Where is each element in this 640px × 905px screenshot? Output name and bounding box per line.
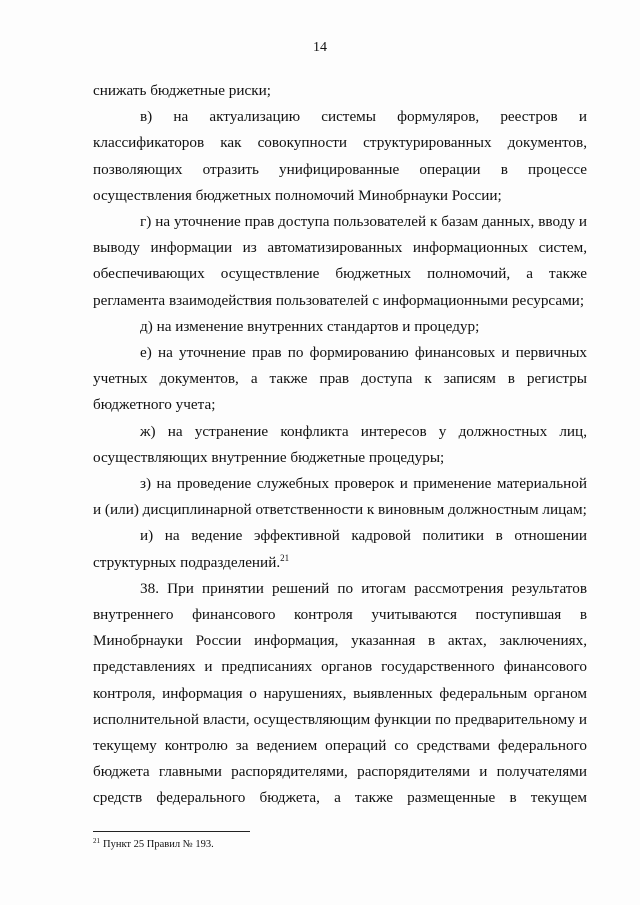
paragraph-continuation: снижать бюджетные риски; [93, 82, 271, 99]
body-text [93, 78, 587, 812]
paragraph-item-d: д) на изменение внутренних стандартов и процедур; [140, 317, 480, 335]
footnote-number: 21 [93, 836, 100, 845]
paragraph-item-g: г) на уточнение прав доступа пользователей к базам данных, вводу и выводу информации из автоматизированных информационных систем, обеспечивающих осуществление бюджетных полномочий, а также регламента взаимодействия пользователей с информационными ресурсами; [93, 213, 587, 309]
paragraph-item-i-text: и) на ведение эффективной кадровой политики в отношении структурных подразделений. [93, 527, 587, 571]
footnote-reference[interactable]: 21 [280, 552, 290, 563]
paragraph-item-zh: ж) на устранение конфликта интересов у должностных лиц, осуществляющих внутренние бюджетные процедуры; [93, 422, 587, 466]
footnote-divider [93, 831, 250, 832]
paragraph-38: 38. При принятии решений по итогам рассмотрения результатов внутреннего финансового контроля учитываются поступившая в Минобрнауки России информация, указанная в актах, заключениях, представлениях и предписаниях органов государственного финансового контроля, информация о нарушениях, выявленных федеральным органом исполнительной власти, осуществляющим функции по предварительному и текущему контролю за ведением операций со средствами федерального бюджета главными распорядителями, распорядителями и получателями средств федерального бюджета, а также размещенные в текущем [93, 579, 587, 807]
page-number: 14 [313, 40, 327, 55]
paragraph-item-v: в) на актуализацию системы формуляров, реестров и классификаторов как совокупности структурированных документов, позволяющих отразить унифицированные операции в процессе осуществления бюджетных полномочий Минобрнауки России; [93, 108, 587, 204]
footnote [93, 838, 214, 852]
paragraph-item-i [93, 523, 587, 575]
paragraph-item-z: з) на проведение служебных проверок и применение материальной и (или) дисциплинарной ответственности к виновным должностным лицам; [93, 475, 587, 519]
paragraph-item-e: е) на уточнение прав по формированию финансовых и первичных учетных документов, а также прав доступа к записям в регистры бюджетного учета; [93, 344, 587, 414]
footnote-text: Пункт 25 Правил № 193. [103, 839, 214, 850]
